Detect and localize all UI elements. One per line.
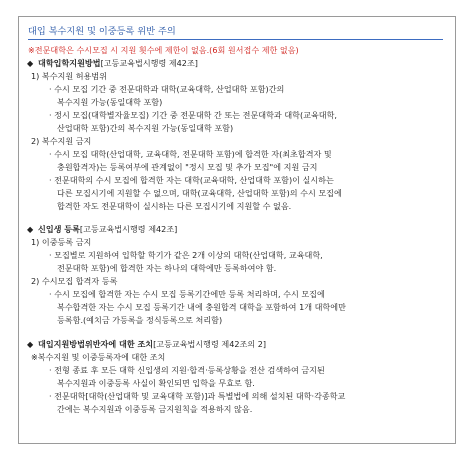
subheading-allowed-range: 1) 복수지원 허용범위 xyxy=(31,71,108,81)
section-heading-application-method xyxy=(27,57,198,70)
list-item-continued: 다른 모집시기에 지원할 수 없으며, 대학(교육대학, 산업대학 포함)의 수시 모집에 xyxy=(57,188,342,198)
notice-title: 대입 복수지원 및 이중등록 위반 주의 xyxy=(28,26,176,37)
list-item-continued: 간에는 복수지원과 이중등록 금지원칙을 적용하지 않음. xyxy=(57,404,253,414)
section-heading-reference: [고등교육법시행령 제42조의 2] xyxy=(153,339,267,349)
diamond-bullet-icon: ◆ xyxy=(27,224,34,234)
red-note: ※전문대학은 수시모집 시 지원 횟수에 제한이 없음.(6회 원서접수 제한 없음) xyxy=(28,45,299,55)
subheading-double-registration: 1) 이중등록 금지 xyxy=(31,237,92,247)
list-item: · 수시 모집 대학(산업대학, 교육대학, 전문대학 포함)에 합격한 자(최초합격자 및 xyxy=(49,149,332,159)
list-item-continued: 복수지원과 이중등록 사실이 확인되면 입학을 무효로 함. xyxy=(57,378,255,388)
list-item: · 모집별로 지원하여 입학할 학기가 같은 2개 이상의 대학(산업대학, 교육대학, xyxy=(49,250,323,260)
list-item: · 전문대학의 수시 모집에 합격한 자는 대학(교육대학, 산업대학 포함)이 실시하는 xyxy=(49,175,334,185)
section-heading-bold: 대입지원방법위반자에 대한 조치 xyxy=(38,339,154,349)
list-item: · 전형 종료 후 모든 대학 신입생의 지원·합격·등록상황을 전산 검색하여 금지된 xyxy=(49,365,325,375)
section-heading-bold: 대학입학지원방법 xyxy=(38,58,101,68)
list-item-continued: 산업대학 포함)간의 복수지원 가능(동일대학 포함) xyxy=(57,123,234,133)
section-heading-bold: 신입생 등록 xyxy=(38,224,80,234)
title-underline xyxy=(28,39,443,40)
list-item-continued: 전문대학 포함)에 합격한 자는 하나의 대학에만 등록하여야 함. xyxy=(57,263,277,273)
notice-box xyxy=(18,16,456,444)
subheading-prohibited: 2) 복수지원 금지 xyxy=(31,136,92,146)
diamond-bullet-icon: ◆ xyxy=(27,339,34,349)
list-item-continued: 충원합격자)는 등록여부에 관계없이 "정시 모집 및 추가 모집"에 지원 금지 xyxy=(57,162,318,172)
list-item: · 수시 모집 기간 중 전문대학과 대학(교육대학, 산업대학 포함)간의 xyxy=(49,84,285,94)
list-item-continued: 복수합격한 자는 수시 모집 등록기간 내에 충원합격 대학을 포함하여 1개 대학에만 xyxy=(57,302,346,312)
subheading-early-admission: 2) 수시모집 합격자 등록 xyxy=(31,276,118,286)
list-item: · 수시 모집에 합격한 자는 수시 모집 등록기간에만 등록 처리하며, 수시 모집에 xyxy=(49,289,325,299)
section-heading-reference: [고등교육법시행령 제42조] xyxy=(79,224,178,234)
section-heading-enrollment xyxy=(27,223,177,236)
section-heading-reference: [고등교육법시행령 제42조] xyxy=(100,58,198,68)
list-item-continued: 복수지원 가능(동일대학 포함) xyxy=(57,97,163,107)
section-heading-violation-measures xyxy=(27,338,266,351)
list-item: · 정시 모집(대학별자율모집) 기간 중 전문대학 간 또는 전문대학과 대학(교육대학, xyxy=(49,110,337,120)
list-item: · 전문대학[대학(산업대학 및 교육대학 포함)]과 특별법에 의해 설치된 대학·각종학교 xyxy=(49,391,346,401)
diamond-bullet-icon: ◆ xyxy=(27,58,34,68)
list-item-continued: 등록함.(예치금 가등록을 정식등록으로 처리함) xyxy=(57,315,223,325)
list-item-continued: 합격한 자도 전문대학이 실시하는 다른 모집시기에 지원할 수 없음. xyxy=(57,201,292,211)
subheading-measures: ※복수지원 및 이중등록자에 대한 조치 xyxy=(31,352,166,362)
